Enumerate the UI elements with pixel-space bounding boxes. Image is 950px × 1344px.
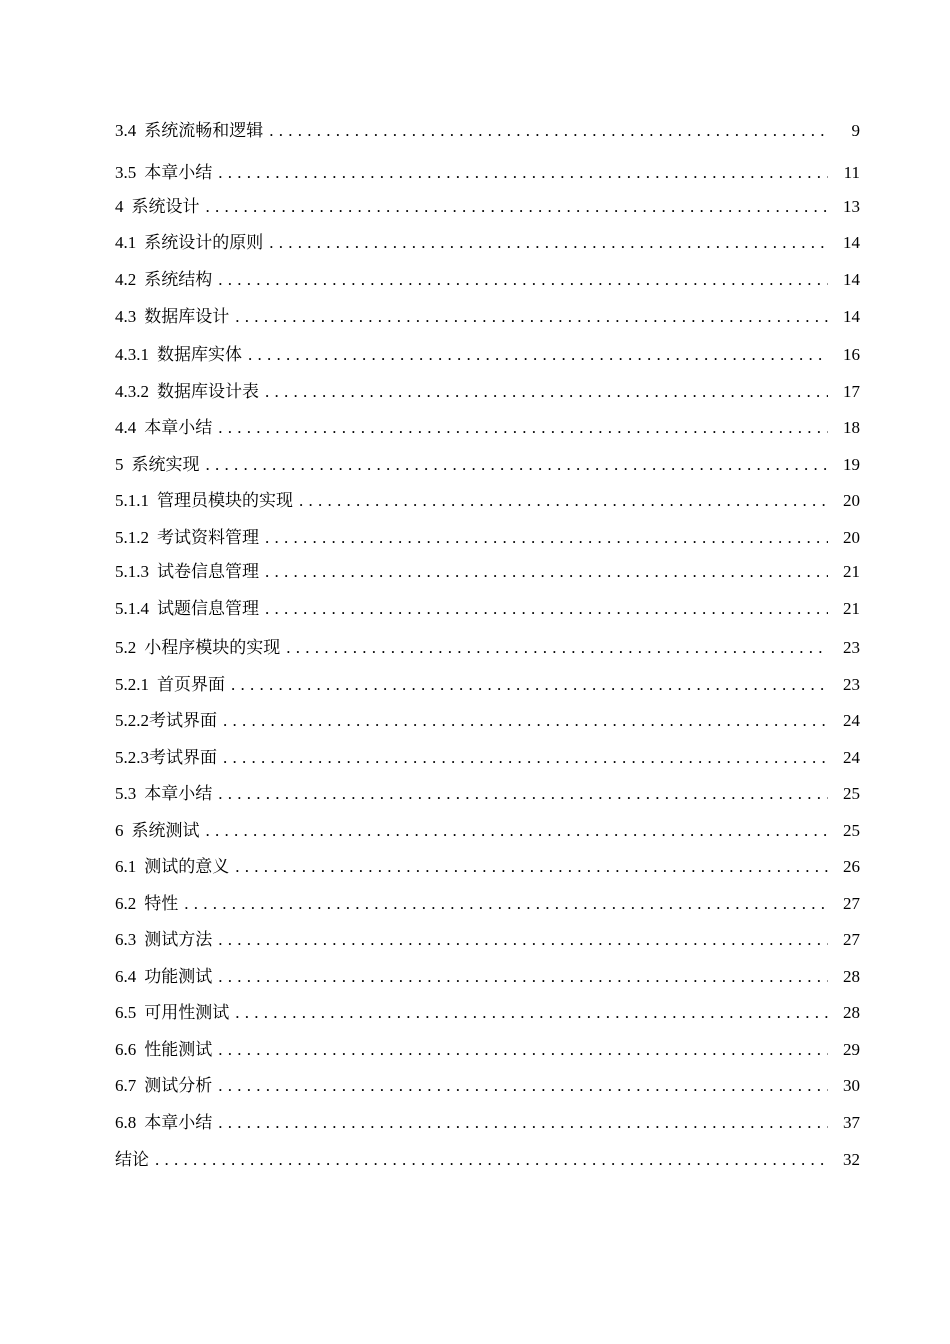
toc-entry[interactable]: [115, 745, 860, 771]
toc-entry-page: 16: [843, 345, 860, 364]
toc-entry-number: 6.1: [115, 857, 137, 876]
toc-entry-number: 5.2: [115, 638, 137, 657]
dot-leader: [218, 781, 828, 807]
toc-entry-number: 5.1.3: [115, 562, 149, 581]
toc-entry-page: 14: [843, 270, 860, 289]
toc-entry[interactable]: [115, 304, 860, 330]
toc-entry-page: 14: [843, 233, 860, 252]
toc-entry[interactable]: [115, 415, 860, 441]
toc-entry[interactable]: [115, 1037, 860, 1063]
toc-entry-number: 6.6: [115, 1040, 137, 1059]
toc-entry-title: 考试界面: [149, 711, 217, 730]
toc-entry-title: 数据库实体: [157, 345, 242, 364]
toc-entry-title: 系统流畅和逻辑: [144, 121, 264, 140]
toc-entry-number: 5.1.2: [115, 528, 149, 547]
toc-entry-number: 4.1: [115, 233, 137, 252]
toc-entry-number: 5.2.3: [115, 748, 149, 767]
toc-entry-title: 性能测试: [144, 1040, 213, 1059]
dot-leader: [269, 118, 828, 144]
toc-entry-title: 小程序模块的实现: [144, 638, 281, 657]
toc-entry-title: 本章小结: [144, 1113, 213, 1132]
dot-leader: [218, 267, 828, 293]
dot-leader: [218, 415, 828, 441]
dot-leader: [299, 488, 828, 514]
toc-entry[interactable]: [115, 267, 860, 293]
toc-entry-title: 考试资料管理: [157, 528, 259, 547]
dot-leader: [184, 891, 828, 917]
toc-entry-number: 3.5: [115, 163, 137, 182]
toc-entry-title: 试卷信息管理: [157, 562, 259, 581]
toc-entry-number: 5.1.1: [115, 491, 149, 510]
dot-leader: [265, 596, 828, 622]
dot-leader: [218, 1037, 828, 1063]
toc-entry-page: 21: [843, 562, 860, 581]
toc-entry-title: 系统测试: [131, 821, 200, 840]
toc-entry-number: 5.3: [115, 784, 137, 803]
toc-entry[interactable]: [115, 452, 860, 478]
dot-leader: [235, 854, 828, 880]
toc-entry-page: 25: [843, 784, 860, 803]
toc-entry-number: 4: [115, 197, 124, 216]
toc-entry-title: 管理员模块的实现: [157, 491, 293, 510]
dot-leader: [206, 452, 829, 478]
dot-leader: [235, 304, 828, 330]
toc-entry-number: 6: [115, 821, 124, 840]
toc-entry[interactable]: [115, 1073, 860, 1099]
toc-entry-title: 本章小结: [144, 418, 213, 437]
toc-entry-title: 功能测试: [144, 967, 213, 986]
toc-entry-number: 6.7: [115, 1076, 137, 1095]
toc-entry-page: 23: [843, 675, 860, 694]
toc-entry-page: 24: [843, 711, 860, 730]
toc-entry-number: 6.3: [115, 930, 137, 949]
toc-entry[interactable]: [115, 964, 860, 990]
dot-leader: [218, 927, 828, 953]
toc-entry-title: 系统设计: [131, 197, 200, 216]
dot-leader: [218, 964, 828, 990]
toc-entry[interactable]: [115, 1147, 860, 1173]
toc-entry-page: 9: [851, 121, 860, 140]
toc-entry-title: 首页界面: [157, 675, 225, 694]
toc-entry-page: 14: [843, 307, 860, 326]
toc-entry-page: 27: [843, 930, 860, 949]
toc-entry[interactable]: [115, 818, 860, 844]
toc-entry-page: 17: [843, 382, 860, 401]
toc-entry-page: 19: [843, 455, 860, 474]
toc-entry[interactable]: [115, 488, 860, 514]
toc-entry-page: 11: [843, 163, 860, 182]
toc-entry-title: 本章小结: [144, 163, 213, 182]
toc-entry[interactable]: [115, 1110, 860, 1136]
toc-entry-number: 5.1.4: [115, 599, 149, 618]
toc-entry[interactable]: [115, 672, 860, 698]
toc-entry-number: 6.2: [115, 894, 137, 913]
toc-entry[interactable]: [115, 525, 860, 551]
toc-entry[interactable]: [115, 194, 860, 220]
toc-entry-title: 试题信息管理: [157, 599, 259, 618]
toc-entry-number: 4.3: [115, 307, 137, 326]
toc-entry[interactable]: [115, 160, 860, 186]
toc-entry-title: 结论: [115, 1150, 149, 1169]
toc-entry-number: 6.8: [115, 1113, 137, 1132]
toc-entry-title: 本章小结: [144, 784, 213, 803]
toc-entry-page: 21: [843, 599, 860, 618]
toc-entry[interactable]: [115, 379, 860, 405]
toc-entry-number: 5: [115, 455, 124, 474]
toc-entry[interactable]: [115, 118, 860, 144]
toc-entry-number: 5.2.2: [115, 711, 149, 730]
toc-entry-page: 24: [843, 748, 860, 767]
dot-leader: [206, 818, 829, 844]
toc-entry-number: 4.3.1: [115, 345, 149, 364]
toc-entry-page: 28: [843, 1003, 860, 1022]
toc-entry-number: 4.2: [115, 270, 137, 289]
dot-leader: [269, 230, 828, 256]
toc-entry[interactable]: [115, 781, 860, 807]
dot-leader: [206, 194, 829, 220]
toc-entry-title: 考试界面: [149, 748, 217, 767]
toc-entry[interactable]: [115, 708, 860, 734]
toc-entry-page: 37: [843, 1113, 860, 1132]
toc-entry-number: 4.4: [115, 418, 137, 437]
toc-entry-page: 27: [843, 894, 860, 913]
dot-leader: [248, 342, 828, 368]
dot-leader: [155, 1147, 828, 1173]
toc-entry[interactable]: [115, 230, 860, 256]
toc-entry-page: 30: [843, 1076, 860, 1095]
toc-entry-number: 6.5: [115, 1003, 137, 1022]
toc-entry-page: 20: [843, 528, 860, 547]
toc-entry[interactable]: [115, 596, 860, 622]
dot-leader: [265, 379, 828, 405]
toc-entry-title: 系统设计的原则: [144, 233, 264, 252]
toc-entry-page: 26: [843, 857, 860, 876]
toc-entry-number: 4.3.2: [115, 382, 149, 401]
dot-leader: [218, 1073, 828, 1099]
toc-entry-page: 32: [843, 1150, 860, 1169]
dot-leader: [218, 160, 828, 186]
dot-leader: [218, 1110, 828, 1136]
toc-entry[interactable]: [115, 1000, 860, 1026]
toc-entry[interactable]: [115, 559, 860, 585]
dot-leader: [223, 708, 828, 734]
toc-entry-title: 系统实现: [131, 455, 200, 474]
dot-leader: [223, 745, 828, 771]
toc-entry-page: 18: [843, 418, 860, 437]
toc-entry-title: 特性: [144, 894, 179, 913]
toc-entry-number: 6.4: [115, 967, 137, 986]
toc-entry-page: 23: [843, 638, 860, 657]
toc-entry-title: 数据库设计: [144, 307, 230, 326]
toc-entry-title: 测试方法: [144, 930, 213, 949]
toc-entry[interactable]: [115, 854, 860, 880]
toc-entry-title: 可用性测试: [144, 1003, 230, 1022]
toc-entry[interactable]: [115, 635, 860, 661]
dot-leader: [286, 635, 828, 661]
toc-entry-title: 测试的意义: [144, 857, 230, 876]
toc-entry-page: 13: [843, 197, 860, 216]
dot-leader: [265, 525, 828, 551]
toc-entry-title: 系统结构: [144, 270, 213, 289]
toc-entry-title: 测试分析: [144, 1076, 213, 1095]
toc-entry-number: 5.2.1: [115, 675, 149, 694]
toc-entry[interactable]: [115, 927, 860, 953]
toc-entry-page: 20: [843, 491, 860, 510]
toc-entry-page: 28: [843, 967, 860, 986]
toc-entry-title: 数据库设计表: [157, 382, 259, 401]
toc-entry[interactable]: [115, 342, 860, 368]
dot-leader: [231, 672, 828, 698]
dot-leader: [265, 559, 828, 585]
toc-entry-page: 25: [843, 821, 860, 840]
toc-entry-page: 29: [843, 1040, 860, 1059]
dot-leader: [235, 1000, 828, 1026]
toc-entry[interactable]: [115, 891, 860, 917]
toc-entry-number: 3.4: [115, 121, 137, 140]
